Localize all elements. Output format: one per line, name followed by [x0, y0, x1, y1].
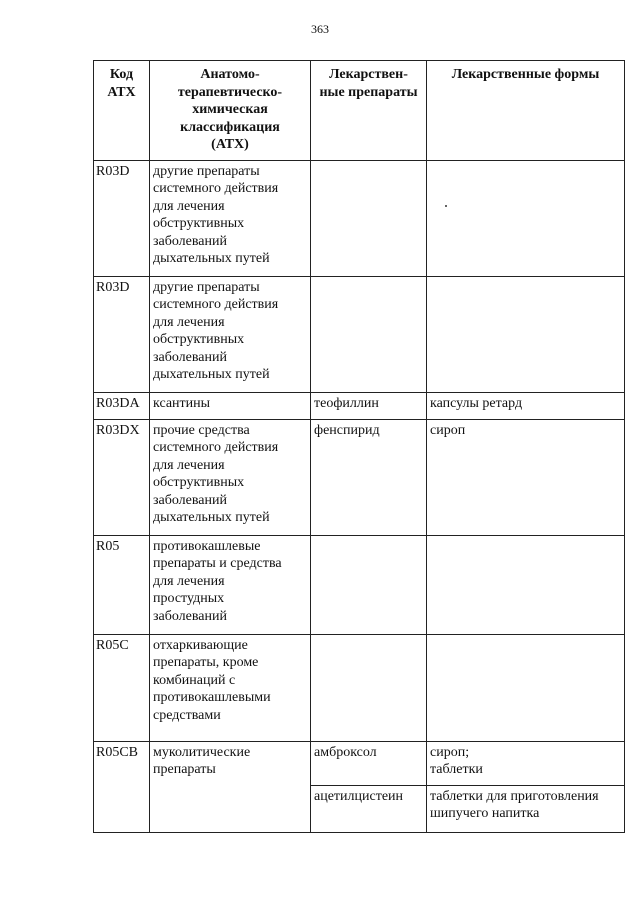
table-row	[94, 392, 625, 419]
cell-classification: ксантины	[150, 392, 311, 419]
cell-classification: прочие средства системного действия для лечения обструктивных заболеваний дыхательных путей	[150, 419, 311, 535]
cell-classification: другие препараты системного действия для лечения обструктивных заболеваний дыхательных путей	[150, 160, 311, 276]
scan-speck	[445, 205, 447, 207]
table-row	[94, 634, 625, 741]
cell-drug: фенспирид	[311, 419, 427, 535]
header-code: Код АТХ	[94, 61, 150, 161]
cell-classification: отхаркивающие препараты, кроме комбинаций с противокашлевыми средствами	[150, 634, 311, 741]
cell-code: R05CB	[94, 741, 150, 832]
cell-code: R03D	[94, 276, 150, 392]
table-row	[94, 419, 625, 535]
cell-form: сироп; таблетки	[427, 741, 625, 785]
header-forms: Лекарственные формы	[427, 61, 625, 161]
cell-form	[427, 634, 625, 741]
cell-classification: противокашлевые препараты и средства для лечения простудных заболеваний	[150, 535, 311, 634]
table-row	[94, 741, 625, 785]
cell-classification: другие препараты системного действия для лечения обструктивных заболеваний дыхательных путей	[150, 276, 311, 392]
cell-form	[427, 276, 625, 392]
cell-code: R03DX	[94, 419, 150, 535]
table-header-row	[94, 61, 625, 161]
cell-form	[427, 160, 625, 276]
header-drugs: Лекарствен- ные препараты	[311, 61, 427, 161]
cell-code: R03D	[94, 160, 150, 276]
cell-code: R03DA	[94, 392, 150, 419]
cell-code: R05	[94, 535, 150, 634]
cell-form: капсулы ретард	[427, 392, 625, 419]
header-classification: Анатомо- терапевтическо- химическая классификация (АТХ)	[150, 61, 311, 161]
cell-drug	[311, 535, 427, 634]
cell-form: таблетки для приготовления шипучего напитка	[427, 785, 625, 832]
cell-drug: теофиллин	[311, 392, 427, 419]
table-row	[94, 160, 625, 276]
cell-classification: муколитические препараты	[150, 741, 311, 832]
cell-form	[427, 535, 625, 634]
cell-drug: амброксол	[311, 741, 427, 785]
cell-drug	[311, 276, 427, 392]
table-row	[94, 535, 625, 634]
cell-form: сироп	[427, 419, 625, 535]
cell-drug	[311, 634, 427, 741]
cell-code: R05C	[94, 634, 150, 741]
cell-drug	[311, 160, 427, 276]
table-row	[94, 276, 625, 392]
cell-drug: ацетилцистеин	[311, 785, 427, 832]
page-number: 363	[311, 22, 329, 36]
atx-table	[93, 60, 625, 833]
